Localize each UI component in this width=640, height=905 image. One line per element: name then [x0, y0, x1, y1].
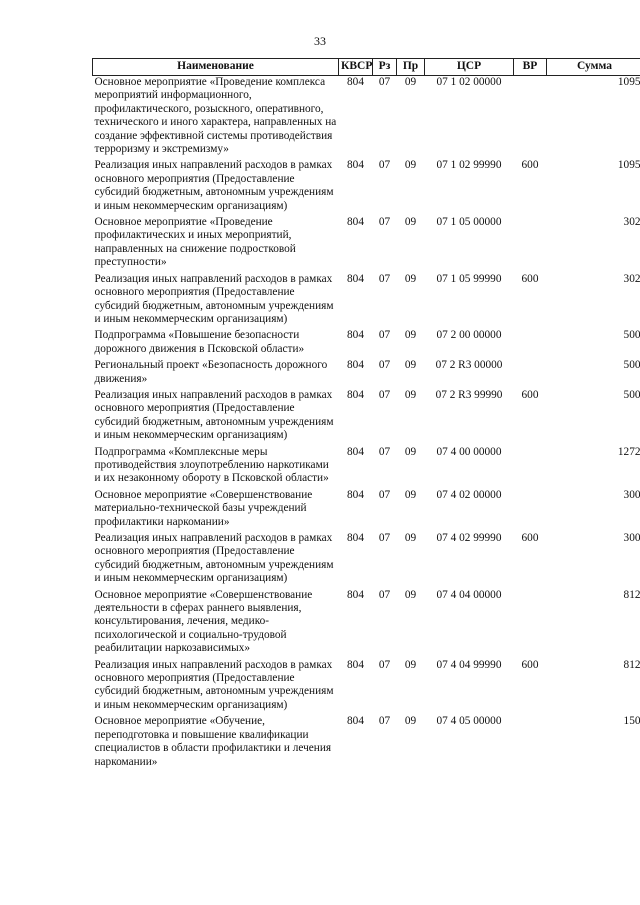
table-body [93, 76, 640, 772]
cell-sum: 500 [623, 388, 640, 401]
header-rz: Рз [373, 59, 397, 76]
cell-pr: 09 [404, 532, 417, 544]
cell-kvsr: 804 [347, 359, 364, 372]
cell-rz: 07 [378, 159, 391, 172]
table-row [93, 715, 640, 772]
cell-sum: 1095 [617, 159, 640, 172]
cell-csr: 07 2 00 00000 [436, 329, 502, 342]
cell-vr [514, 359, 547, 389]
cell-vr [514, 76, 547, 160]
cell-name: Основное мероприятие «Совершенствование материально-технической базы учреждений профилактики наркомании» [94, 488, 313, 528]
cell-sum: 1272 [617, 445, 640, 458]
cell-kvsr: 804 [347, 216, 364, 229]
cell-vr [514, 489, 547, 532]
cell-kvsr: 804 [347, 76, 364, 88]
cell-vr [514, 216, 547, 273]
cell-sum: 812 [623, 658, 640, 671]
cell-csr: 07 4 02 99990 [436, 532, 502, 544]
cell-kvsr: 804 [347, 532, 364, 544]
cell-vr [514, 446, 547, 489]
page-number: 33 [314, 34, 326, 48]
cell-vr: 600 [521, 159, 539, 172]
cell-pr: 09 [404, 658, 417, 671]
cell-csr: 07 1 02 00000 [436, 76, 502, 88]
cell-rz: 07 [378, 445, 391, 458]
table-row [93, 359, 640, 389]
cell-name: Реализация иных направлений расходов в рамках основного мероприятия (Предоставление субсидий бюджетным, автономным учреждениям и иным некоммерческим организациям) [94, 532, 334, 585]
cell-csr: 07 1 05 99990 [436, 272, 502, 285]
header-kvsr: КВСР [339, 59, 373, 76]
cell-kvsr: 804 [347, 445, 364, 458]
cell-sum: 300 [623, 532, 640, 544]
table-header-row [93, 59, 640, 76]
cell-name: Реализация иных направлений расходов в рамках основного мероприятия (Предоставление субсидий бюджетным, автономным учреждениям и иным некоммерческим организациям) [94, 658, 334, 711]
budget-table [92, 58, 640, 772]
cell-pr: 09 [404, 76, 417, 88]
cell-kvsr: 804 [347, 388, 364, 401]
cell-csr: 07 4 02 00000 [436, 488, 502, 501]
table-row [93, 273, 640, 330]
cell-name: Основное мероприятие «Проведение профилактических и иных мероприятий, направленных на снижение подростковой преступности» [94, 216, 296, 269]
cell-sum: 150 [623, 715, 640, 728]
cell-rz: 07 [378, 388, 391, 401]
cell-vr: 600 [521, 532, 539, 544]
cell-csr: 07 1 02 99990 [436, 159, 502, 172]
cell-name: Подпрограмма «Комплексные меры противодействия злоупотреблению наркотиками и их незаконному обороту в Псковской области» [94, 445, 329, 485]
cell-rz: 07 [378, 532, 391, 544]
cell-kvsr: 804 [347, 159, 364, 172]
cell-pr: 09 [404, 488, 417, 501]
cell-csr: 07 4 00 00000 [436, 445, 502, 458]
header-sum: Сумма [547, 59, 640, 76]
cell-vr: 600 [521, 658, 539, 671]
cell-rz: 07 [378, 329, 391, 342]
cell-csr: 07 1 05 00000 [436, 216, 502, 229]
cell-sum: 1095 [617, 76, 640, 88]
header-csr: ЦСР [425, 59, 514, 76]
cell-rz: 07 [378, 715, 391, 728]
table-row [93, 159, 640, 216]
cell-kvsr: 804 [347, 329, 364, 342]
cell-kvsr: 804 [347, 658, 364, 671]
cell-kvsr: 804 [347, 715, 364, 728]
table-row [93, 389, 640, 446]
cell-rz: 07 [378, 488, 391, 501]
cell-kvsr: 804 [347, 588, 364, 601]
cell-pr: 09 [404, 388, 417, 401]
cell-name: Подпрограмма «Повышение безопасности дорожного движения в Псковской области» [94, 329, 305, 355]
cell-rz: 07 [378, 216, 391, 229]
table-row [93, 76, 640, 160]
cell-vr: 600 [521, 272, 539, 285]
cell-rz: 07 [378, 76, 391, 88]
cell-pr: 09 [404, 588, 417, 601]
cell-name: Основное мероприятие «Совершенствование деятельности в сферах раннего выявления, консультирования, лечения, медико-психологической и социально-трудовой реабилитации наркозависимых» [94, 588, 313, 655]
table-row [93, 489, 640, 532]
cell-rz: 07 [378, 588, 391, 601]
cell-rz: 07 [378, 359, 391, 372]
table-row [93, 329, 640, 359]
cell-name: Реализация иных направлений расходов в рамках основного мероприятия (Предоставление субсидий бюджетным, автономным учреждениям и иным некоммерческим организациям) [94, 159, 334, 212]
cell-csr: 07 4 04 99990 [436, 658, 502, 671]
table-row [93, 659, 640, 716]
cell-sum: 812 [623, 588, 640, 601]
cell-pr: 09 [404, 445, 417, 458]
cell-name: Основное мероприятие «Обучение, переподготовка и повышение квалификации специалистов в области профилактики и лечения наркомании» [94, 715, 332, 768]
cell-csr: 07 2 R3 00000 [435, 359, 503, 372]
cell-rz: 07 [378, 272, 391, 285]
cell-pr: 09 [404, 359, 417, 372]
cell-csr: 07 4 05 00000 [436, 715, 502, 728]
table-row [93, 532, 640, 589]
cell-sum: 500 [623, 329, 640, 342]
cell-sum: 300 [623, 488, 640, 501]
cell-sum: 500 [623, 359, 640, 372]
cell-pr: 09 [404, 272, 417, 285]
cell-name: Реализация иных направлений расходов в рамках основного мероприятия (Предоставление субсидий бюджетным, автономным учреждениям и иным некоммерческим организациям) [94, 388, 334, 442]
header-name: Наименование [93, 59, 339, 76]
cell-csr: 07 4 04 00000 [436, 588, 502, 601]
cell-vr [514, 589, 547, 659]
header-pr: Пр [397, 59, 425, 76]
cell-vr [514, 715, 547, 772]
cell-pr: 09 [404, 715, 417, 728]
table-row [93, 589, 640, 659]
cell-name: Основное мероприятие «Проведение комплекса мероприятий информационного, профилактического, розыскного, оперативного, технического и иного характера, направленных на создание эффективной системы противодействия терроризму и экстремизму» [94, 76, 337, 156]
cell-pr: 09 [404, 216, 417, 229]
cell-name: Реализация иных направлений расходов в рамках основного мероприятия (Предоставление субсидий бюджетным, автономным учреждениям и иным некоммерческим организациям) [94, 272, 334, 325]
cell-pr: 09 [404, 159, 417, 172]
cell-sum: 302 [623, 272, 640, 285]
cell-rz: 07 [378, 658, 391, 671]
cell-sum: 302 [623, 216, 640, 229]
header-vr: ВР [514, 59, 547, 76]
cell-vr: 600 [521, 388, 539, 401]
cell-vr [514, 329, 547, 359]
cell-kvsr: 804 [347, 488, 364, 501]
table-row [93, 216, 640, 273]
cell-name: Региональный проект «Безопасность дорожного движения» [94, 359, 328, 385]
cell-kvsr: 804 [347, 272, 364, 285]
cell-pr: 09 [404, 329, 417, 342]
table-row [93, 446, 640, 489]
cell-csr: 07 2 R3 99990 [435, 388, 503, 401]
